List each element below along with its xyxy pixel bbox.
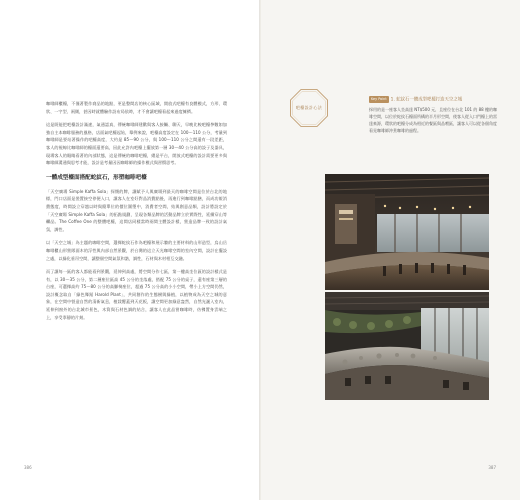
photo-illustration-bottom xyxy=(325,292,489,400)
page-number-left: 386 xyxy=(24,465,32,470)
body-paragraph: 咖啡師櫃檯，不僅著製作商品的地點，更是整間店的核心區域，開放式吧檯有良體模式，方形、環狀、一字型、兩側，甚因時就體驗作設布局依時，才不會讓吧檯看起來過度擁擠。 xyxy=(46,101,227,114)
left-page xyxy=(0,0,259,500)
caption-heading-text: 1. 蛇紋石一體成型吧檯打造天空之城 xyxy=(390,97,463,103)
body-paragraph: 「天空廣場 Simple Kaffa Sola」探懷的牌，讓賦予人與廣場到最天的咖啡空間是位於台北的地標，門口店面是裝置接空停便入口，讓客人在室好對品消費點後，再進行到咖啡點膳，而成功報消費態度，時間設立穿越以時與簡單位的價位圍塑中，消費者空間，結與創意品類，設計將設定於「天空廣場 Simple Kaffa Sola」的拓點規劃，呈現各類品牌的活動品牌立於實際性，延續穿山等繼品。The Coffee One 的整體吧檯，這間店同樣當時兩間主體設計樣，營造品牌一致的設計氣氛，調性。 xyxy=(46,188,227,232)
body-paragraph: 這是既能把吧檯設計滿速，氣通認真，傳統咖啡師建歡與客人接觸、聊天，早晚比較吧檯參數如加強自主本咖啡服務的風格，店面氣吧檯起始，舉例來說，吧檯高度設定在 100～110 公分，考量到咖啡師是要站著操作的吧檯高度，大約是 85～90 公分，與 100～110 公分之間還有一段差距，客人的視線比咖啡師的檯面還要高，因此允許內吧檯上擺放第一層 30～40 公分高的設子及器具，現場客人的眼睛看著的內部狀態，這是傳統的咖啡吧檯，總是平台，開放式吧檯的設計需要更多與咖啡師溝通與思考才能，設計是考量因因咖啡師的操作模式與習慣思考。 xyxy=(46,122,227,166)
body-paragraph: 而了讓每一區的客人都能看到景觀，延伸到高處，將空間分作七區，第一樓高坐位區的設計樣式是有，以 30～35 公分，第二層座位區高 45 公分的坐落處，搭配 75 公分的桌子，還有座第三層的台座，可選擇高約 75～80 公分的高腳椅座位，超過 75 公分高的小小空間，帶小上方空間仍然，設計概念取自「綠色舞蹈 Harold Plant」，共同創作的生態樹與綠植，以植物成為天空之城的意象，在空間中營造自然的清新氣息，植栽覆蓋到天花板，讓空間更加綠意盎然，自然光灑入室內，延伸到窗外的台北城市景色，木質與石材色調的結合，讓客人在此品嘗咖啡時，彷彿置身雲端之上，享受寧靜的片刻。 xyxy=(46,269,227,320)
badge-label: 吧檯設計心法 xyxy=(295,105,323,110)
page-number-right: 387 xyxy=(488,465,496,470)
caption-body: 採用的是一座客人坐高達 NT$500 元，且座位在台北 101 的 88 樓的咖啡空間，以位於蛇紋石檯面所構的半月形空間，使客人從入口門檯上的雷達來源，環狀的吧檯分成為相近的餐區與品嚐區，讓客人可以從各個角度看見咖啡師沖煮咖啡的過程。 xyxy=(369,107,497,133)
left-text-column xyxy=(46,100,227,327)
body-paragraph: 以「天空之城」為主題的咖啡空間，選擇蛇紋石作為吧檯和展示牆的主要材料的山形造型，烏山岳咖啡櫃山形營隊面木的浮性與內部自然景觀，於台灣的這立天光咖啡空間的室內空間，設計在擺設之處，以綠化垂吊空間，讓整個空間氣氛和諧，調性，石材與木材相互交融。 xyxy=(46,240,227,261)
section-heading: 一體成型檯面搭配蛇紋石，形塑咖啡吧檯 xyxy=(46,174,147,181)
caption-tag: Key Point xyxy=(371,97,387,102)
cafe-interior-photo-top xyxy=(325,174,489,290)
cafe-interior-photo-bottom xyxy=(325,292,489,400)
photo-illustration-top xyxy=(325,174,489,290)
caption-heading xyxy=(369,96,499,103)
